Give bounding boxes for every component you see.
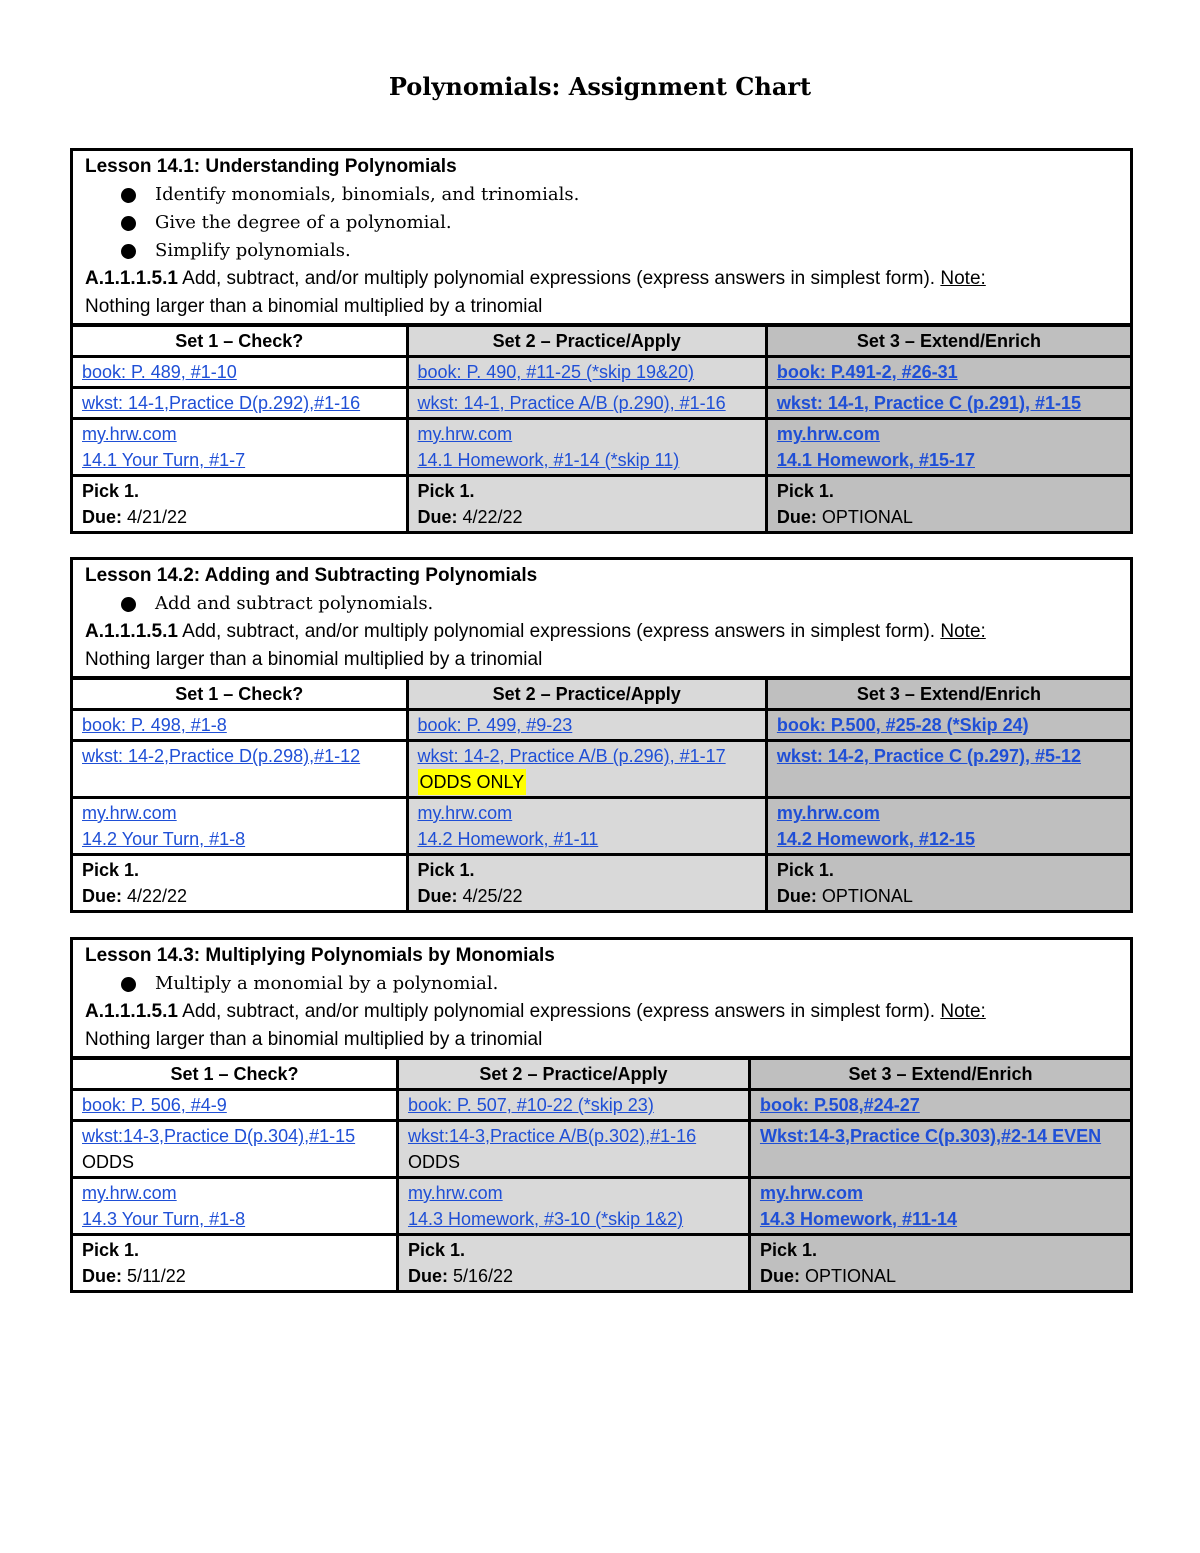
worksheet-note: ODDS: [407, 1152, 460, 1172]
online-task-link[interactable]: 14.3 Homework, #3-10 (*skip 1&2): [407, 1209, 684, 1229]
table-cell: [749, 1178, 1130, 1235]
header-set3: Set 3 – Extend/Enrich: [749, 1058, 1130, 1090]
assignment-table: [73, 1056, 1130, 1290]
standard-note: Note:: [940, 1001, 986, 1022]
table-row: [73, 741, 1130, 798]
table-cell: [73, 741, 407, 798]
lesson-header: [73, 151, 1130, 323]
table-row: [73, 1235, 1130, 1291]
lesson-number: Lesson 14.2: [85, 565, 194, 586]
standard-text: [85, 265, 1118, 293]
book-link[interactable]: book: P. 506, #4-9: [82, 1095, 227, 1115]
table-cell: [73, 1090, 397, 1121]
objectives-list: [85, 590, 1118, 618]
table-cell: [766, 357, 1130, 388]
assignment-table: [73, 676, 1130, 910]
standard-description: Add, subtract, and/or multiply polynomial expressions (express answers in simplest form).: [177, 621, 941, 642]
table-header-row: [73, 325, 1130, 357]
objective-item: Simplify polynomials.: [85, 237, 1118, 265]
lesson-number: Lesson 14.3: [85, 945, 194, 966]
table-cell: [407, 855, 766, 911]
table-cell: [766, 388, 1130, 419]
due-date: 4/22/22: [457, 507, 523, 527]
online-task-link[interactable]: 14.1 Your Turn, #1-7: [82, 450, 246, 470]
pick-label: Pick 1.: [407, 1240, 466, 1260]
worksheet-note-highlight: ODDS ONLY: [418, 769, 527, 795]
online-task-link[interactable]: 14.2 Homework, #12-15: [776, 829, 975, 849]
standard-code: A.1.1.1.5.1: [85, 621, 178, 642]
pick-label: Pick 1.: [759, 1240, 817, 1260]
table-cell: [73, 855, 407, 911]
website-link[interactable]: my.hrw.com: [776, 803, 880, 823]
table-row: [73, 1090, 1130, 1121]
online-task-link[interactable]: 14.3 Homework, #11-14: [759, 1209, 958, 1229]
lesson-topic: : Understanding Polynomials: [193, 156, 457, 177]
table-cell: [397, 1178, 749, 1235]
worksheet-link[interactable]: Wkst:14-3,Practice C(p.303),#2-14 EVEN: [759, 1126, 1102, 1146]
pick-label: Pick 1.: [417, 860, 475, 880]
due-label: Due:: [82, 886, 122, 906]
table-cell: [407, 798, 766, 855]
online-task-link[interactable]: 14.3 Your Turn, #1-8: [82, 1209, 246, 1229]
book-link[interactable]: book: P.500, #25-28 (*Skip 24): [776, 715, 1029, 735]
due-date: 4/21/22: [122, 507, 188, 527]
lesson-block: [70, 557, 1133, 913]
header-set2: Set 2 – Practice/Apply: [397, 1058, 749, 1090]
lesson-header: [73, 560, 1130, 676]
header-set2: Set 2 – Practice/Apply: [407, 325, 766, 357]
online-task-link[interactable]: 14.1 Homework, #1-14 (*skip 11): [417, 450, 680, 470]
due-label: Due:: [759, 1266, 800, 1286]
book-link[interactable]: book: P. 499, #9-23: [417, 715, 573, 735]
due-date: OPTIONAL: [816, 507, 913, 527]
website-link[interactable]: my.hrw.com: [82, 424, 177, 444]
book-link[interactable]: book: P. 507, #10-22 (*skip 23): [407, 1095, 654, 1115]
website-link[interactable]: my.hrw.com: [82, 803, 177, 823]
table-cell: [766, 741, 1130, 798]
online-task-link[interactable]: 14.2 Your Turn, #1-8: [82, 829, 246, 849]
standard-continuation: Nothing larger than a binomial multiplied by a trinomial: [85, 296, 543, 317]
table-cell: [397, 1090, 749, 1121]
lesson-topic: : Multiplying Polynomials by Monomials: [193, 945, 555, 966]
website-link[interactable]: my.hrw.com: [417, 803, 513, 823]
lesson-header: [73, 940, 1130, 1056]
standard-description: Add, subtract, and/or multiply polynomial expressions (express answers in simplest form).: [177, 268, 941, 289]
lesson-number: Lesson 14.1: [85, 156, 194, 177]
worksheet-link[interactable]: wkst: 14-1, Practice A/B (p.290), #1-16: [417, 393, 726, 413]
table-cell: [766, 710, 1130, 741]
due-date: OPTIONAL: [816, 886, 913, 906]
table-cell: [73, 798, 407, 855]
table-cell: [73, 1178, 397, 1235]
objectives-list: [85, 181, 1118, 265]
book-link[interactable]: book: P. 489, #1-10: [82, 362, 237, 382]
table-cell: [397, 1235, 749, 1291]
header-set3: Set 3 – Extend/Enrich: [766, 325, 1130, 357]
table-cell: [73, 1121, 397, 1178]
lesson-block: [70, 937, 1133, 1293]
online-task-link[interactable]: 14.1 Homework, #15-17: [776, 450, 975, 470]
worksheet-link[interactable]: wkst: 14-1, Practice C (p.291), #1-15: [776, 393, 1082, 413]
due-label: Due:: [776, 886, 817, 906]
table-cell: [73, 476, 407, 532]
due-date: OPTIONAL: [799, 1266, 896, 1286]
table-cell: [73, 1235, 397, 1291]
book-link[interactable]: book: P.491-2, #26-31: [776, 362, 958, 382]
table-cell: [397, 1121, 749, 1178]
table-cell: [749, 1121, 1130, 1178]
table-cell: [766, 419, 1130, 476]
online-task-link[interactable]: 14.2 Homework, #1-11: [417, 829, 599, 849]
table-row: [73, 357, 1130, 388]
due-label: Due:: [417, 507, 458, 527]
objective-item: Add and subtract polynomials.: [85, 590, 1118, 618]
standard-code: A.1.1.1.5.1: [85, 1001, 178, 1022]
table-cell: [73, 388, 407, 419]
website-link[interactable]: my.hrw.com: [776, 424, 880, 444]
standard-code: A.1.1.1.5.1: [85, 268, 178, 289]
header-set1: Set 1 – Check?: [73, 1058, 397, 1090]
standard-note: Note:: [940, 621, 986, 642]
due-date: 5/16/22: [447, 1266, 514, 1286]
due-date: 4/22/22: [122, 886, 188, 906]
table-row: [73, 798, 1130, 855]
due-line: [418, 504, 756, 530]
worksheet-link[interactable]: wkst:14-3,Practice A/B(p.302),#1-16: [407, 1126, 697, 1146]
table-row: [73, 388, 1130, 419]
header-set1: Set 1 – Check?: [73, 325, 407, 357]
worksheet-link[interactable]: wkst: 14-2, Practice A/B (p.296), #1-17: [417, 746, 726, 766]
table-cell: [407, 741, 766, 798]
due-date: 4/25/22: [457, 886, 523, 906]
worksheet-link[interactable]: wkst:14-3,Practice D(p.304),#1-15: [82, 1126, 356, 1146]
table-cell: [766, 798, 1130, 855]
table-cell: [407, 357, 766, 388]
table-cell: [407, 476, 766, 532]
standard-continuation: Nothing larger than a binomial multiplied by a trinomial: [85, 649, 543, 670]
table-cell: [407, 419, 766, 476]
book-link[interactable]: book: P.508,#24-27: [759, 1095, 920, 1115]
table-cell: [749, 1090, 1130, 1121]
table-cell: [407, 710, 766, 741]
worksheet-link[interactable]: wkst: 14-2, Practice C (p.297), #5-12: [776, 746, 1082, 766]
assignment-table: [73, 323, 1130, 531]
lesson-topic: : Adding and Subtracting Polynomials: [193, 565, 538, 586]
pick-label: Pick 1.: [776, 860, 834, 880]
standard-text: [85, 998, 1118, 1026]
table-cell: [749, 1235, 1130, 1291]
due-line: [82, 883, 397, 909]
table-row: [73, 855, 1130, 911]
objectives-list: [85, 970, 1118, 998]
objective-item: Multiply a monomial by a polynomial.: [85, 970, 1118, 998]
header-set2: Set 2 – Practice/Apply: [407, 678, 766, 710]
lesson-block: [70, 148, 1133, 534]
table-cell: [73, 710, 407, 741]
book-link[interactable]: book: P. 490, #11-25 (*skip 19&20): [417, 362, 695, 382]
table-row: [73, 1178, 1130, 1235]
table-header-row: [73, 1058, 1130, 1090]
due-line: [408, 1263, 739, 1289]
page-title: Polynomials: Assignment Chart: [388, 72, 812, 101]
worksheet-link[interactable]: wkst: 14-2,Practice D(p.298),#1-12: [82, 746, 361, 766]
header-set3: Set 3 – Extend/Enrich: [766, 678, 1130, 710]
table-row: [73, 419, 1130, 476]
website-link[interactable]: my.hrw.com: [407, 1183, 503, 1203]
pick-label: Pick 1.: [82, 860, 140, 880]
standard-continuation: Nothing larger than a binomial multiplied by a trinomial: [85, 1029, 543, 1050]
due-line: [777, 504, 1121, 530]
standard-description: Add, subtract, and/or multiply polynomial expressions (express answers in simplest form).: [177, 1001, 941, 1022]
table-row: [73, 1121, 1130, 1178]
table-cell: [407, 388, 766, 419]
due-label: Due:: [407, 1266, 448, 1286]
pick-label: Pick 1.: [417, 481, 475, 501]
website-link[interactable]: my.hrw.com: [82, 1183, 177, 1203]
header-set1: Set 1 – Check?: [73, 678, 407, 710]
due-date: 5/11/22: [122, 1266, 186, 1286]
lesson-title: [85, 153, 1118, 181]
standard-note: Note:: [940, 268, 986, 289]
website-link[interactable]: my.hrw.com: [759, 1183, 863, 1203]
table-cell: [73, 419, 407, 476]
objective-item: Identify monomials, binomials, and trinomials.: [85, 181, 1118, 209]
worksheet-link[interactable]: wkst: 14-1,Practice D(p.292),#1-16: [82, 393, 361, 413]
objective-item: Give the degree of a polynomial.: [85, 209, 1118, 237]
table-cell: [766, 855, 1130, 911]
table-cell: [766, 476, 1130, 532]
due-label: Due:: [82, 507, 122, 527]
pick-label: Pick 1.: [82, 1240, 140, 1260]
due-line: [777, 883, 1121, 909]
due-label: Due:: [82, 1266, 122, 1286]
table-row: [73, 476, 1130, 532]
table-cell: [73, 357, 407, 388]
standard-text: [85, 618, 1118, 646]
book-link[interactable]: book: P. 498, #1-8: [82, 715, 227, 735]
due-line: [82, 1263, 387, 1289]
lesson-title: [85, 942, 1118, 970]
pick-label: Pick 1.: [82, 481, 140, 501]
due-line: [760, 1263, 1121, 1289]
due-line: [82, 504, 397, 530]
pick-label: Pick 1.: [776, 481, 834, 501]
table-header-row: [73, 678, 1130, 710]
worksheet-note-wrap: [418, 769, 756, 795]
lesson-title: [85, 562, 1118, 590]
due-line: [418, 883, 756, 909]
website-link[interactable]: my.hrw.com: [417, 424, 513, 444]
due-label: Due:: [417, 886, 458, 906]
worksheet-note: ODDS: [82, 1152, 135, 1172]
table-row: [73, 710, 1130, 741]
due-label: Due:: [776, 507, 817, 527]
